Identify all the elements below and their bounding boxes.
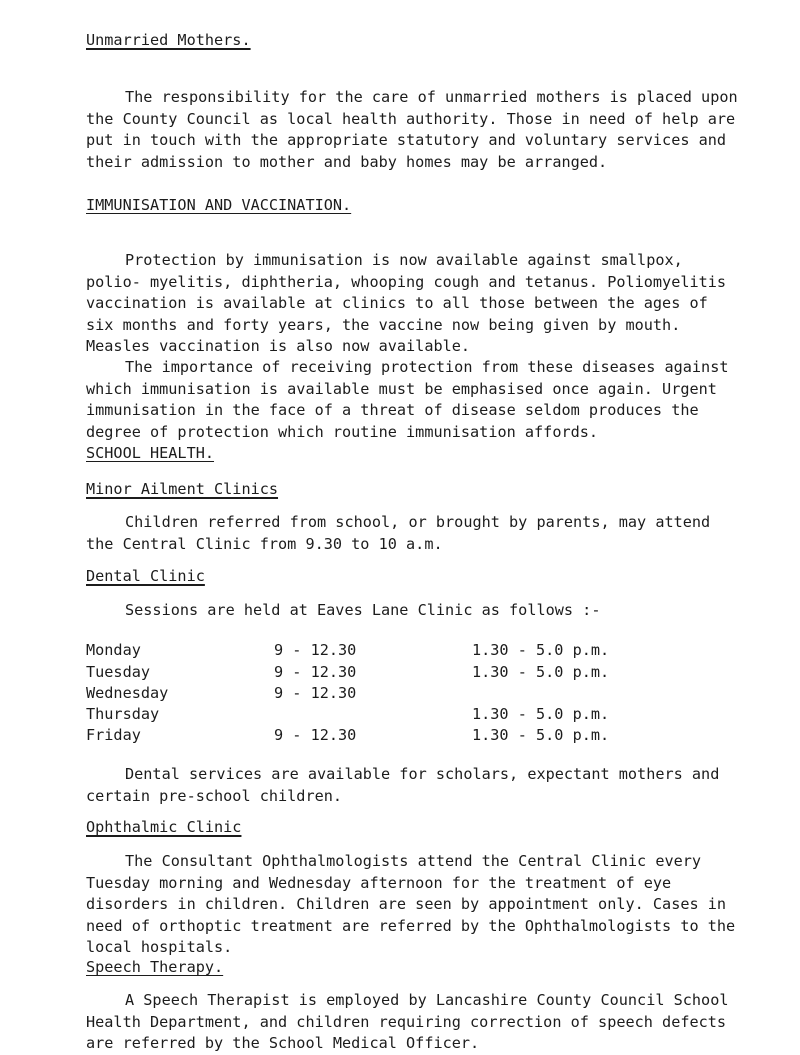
- session-afternoon: 1.30 - 5.0 p.m.: [472, 726, 610, 744]
- session-afternoon: 1.30 - 5.0 p.m.: [472, 705, 610, 723]
- importance-paragraph: The importance of receiving protection from these diseases against which immunisation is available must be emphasised once again. Urgent immunisation in the face of a threat of disease seldom produces the degree of protection which routine immunisation affords.: [86, 358, 729, 441]
- school-health-heading: SCHOOL HEALTH.: [86, 444, 215, 462]
- ophthalmic-heading-block: [86, 817, 742, 839]
- table-row: [86, 640, 746, 662]
- table-row: [86, 683, 746, 705]
- immunisation-heading: IMMUNISATION AND VACCINATION.: [86, 196, 352, 214]
- table-row: [86, 704, 746, 726]
- ophthalmic-paragraph: The Consultant Ophthalmologists attend the Central Clinic every Tuesday morning and Wednesday afternoon for the treatment of eye disorders in children. Children are seen by appointment only. Cases in need of orthoptic treatment are referred by the Ophthalmologists to the local hospitals.: [86, 852, 736, 957]
- sessions-intro: Sessions are held at Eaves Lane Clinic as follows :-: [125, 601, 601, 619]
- session-morning: 9 - 12.30: [274, 641, 357, 659]
- session-morning: 9 - 12.30: [274, 663, 357, 681]
- session-afternoon: 1.30 - 5.0 p.m.: [472, 663, 610, 681]
- dental-clinic-heading-block: [86, 566, 742, 588]
- session-day: Wednesday: [86, 684, 169, 702]
- session-day: Thursday: [86, 705, 160, 723]
- table-row: [86, 662, 746, 684]
- minor-ailment-paragraph: Children referred from school, or brought by parents, may attend the Central Clinic from 9.30 to 10 a.m.: [86, 513, 711, 553]
- speech-therapy-paragraph: A Speech Therapist is employed by Lancashire County Council School Health Department, and children requiring correction of speech defects are referred by the School Medical Officer.: [86, 991, 729, 1053]
- unmarried-mothers-heading-block: [86, 30, 742, 52]
- session-day: Tuesday: [86, 663, 151, 681]
- speech-therapy-heading-block: [86, 957, 742, 979]
- session-day: Friday: [86, 726, 141, 744]
- minor-ailment-heading-block: [86, 479, 742, 501]
- session-afternoon: 1.30 - 5.0 p.m.: [472, 641, 610, 659]
- ophthalmic-heading: Ophthalmic Clinic: [86, 818, 242, 836]
- session-morning: 9 - 12.30: [274, 726, 357, 744]
- speech-therapy-heading: Speech Therapy.: [86, 958, 224, 976]
- table-row: [86, 725, 746, 747]
- session-day: Monday: [86, 641, 141, 659]
- unmarried-mothers-heading: Unmarried Mothers.: [86, 31, 251, 49]
- dental-clinic-heading: Dental Clinic: [86, 567, 205, 585]
- minor-ailment-heading: Minor Ailment Clinics: [86, 480, 279, 498]
- unmarried-mothers-paragraph: The responsibility for the care of unmarried mothers is placed upon the County Council as local health authority. Those in need of help are put in touch with the appropriate statutory and voluntary services and their admission to mother and baby homes may be arranged.: [86, 88, 738, 171]
- protection-paragraph: Protection by immunisation is now available against smallpox, polio- myelitis, diphtheria, whooping cough and tetanus. Poliomyelitis vaccination is available at clinics to all those between the ages of six months and forty years, the vaccine now being given by mouth. Measles vaccination is also now available.: [86, 251, 727, 356]
- dental-services-paragraph: Dental services are available for scholars, expectant mothers and certain pre-school children.: [86, 765, 720, 805]
- immunisation-heading-block: [86, 195, 742, 217]
- session-morning: 9 - 12.30: [274, 684, 357, 702]
- school-health-heading-block: [86, 443, 742, 465]
